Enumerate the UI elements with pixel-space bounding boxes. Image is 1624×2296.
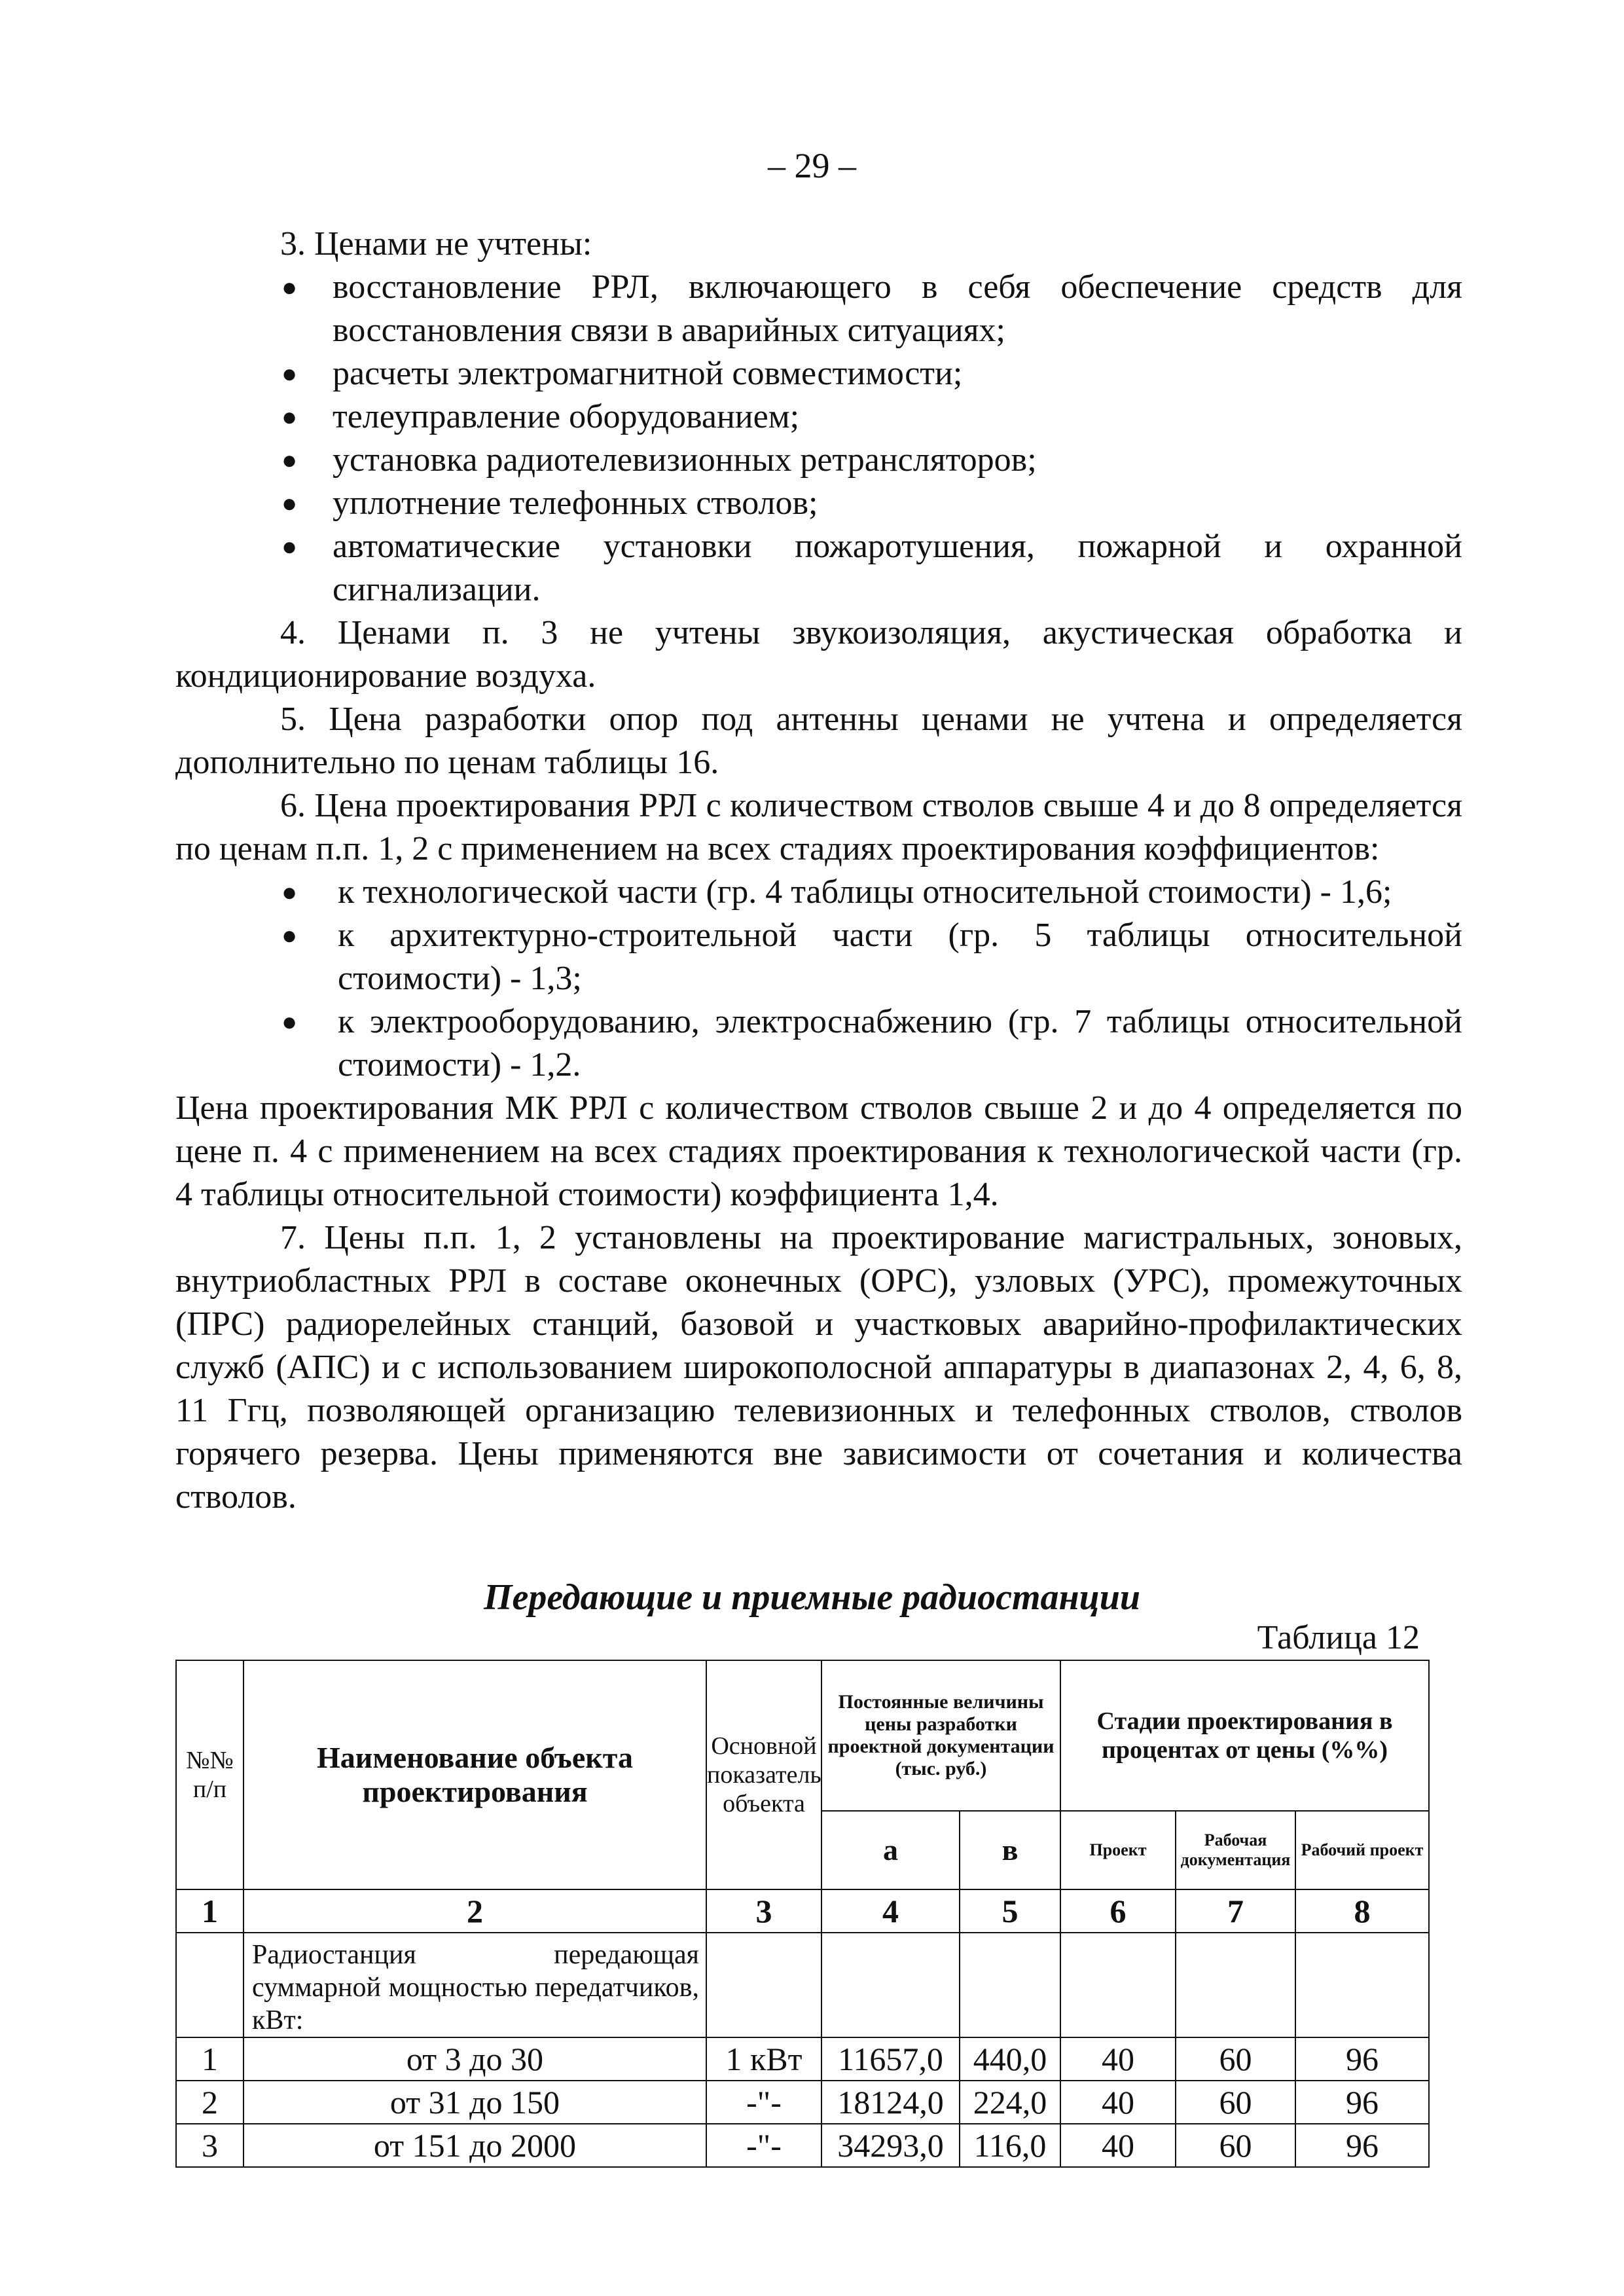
bullet-icon: ● <box>281 402 298 431</box>
value-working-docs: 60 <box>1176 2124 1295 2167</box>
row-number: 2 <box>176 2081 244 2124</box>
bullet-icon: ● <box>281 1007 298 1036</box>
group-description: Радиостанция передающая суммарной мощностью передатчиков, кВт: <box>244 1933 706 2037</box>
list-item: ● к архитектурно-строительной части (гр. 5 таблицы относительной стоимости) - 1,3; <box>175 914 1462 1000</box>
object-name: от 31 до 150 <box>244 2081 706 2124</box>
bullet-icon: ● <box>281 445 298 475</box>
item-3-title: 3. Ценами не учтены: <box>280 225 592 263</box>
list-item: ● уплотнение телефонных стволов; <box>175 482 1462 525</box>
header-main-indicator: Основной показатель объекта <box>706 1660 821 1889</box>
header-object-name: Наименование объекта проектирования <box>244 1660 706 1889</box>
column-number: 1 <box>176 1889 244 1933</box>
header-design-stages: Стадии проектирования в процентах от цены (%%) <box>1060 1660 1429 1811</box>
column-number: 3 <box>706 1889 821 1933</box>
value-a: 34293,0 <box>821 2124 960 2167</box>
header-working-project: Рабочий проект <box>1295 1811 1429 1889</box>
column-number: 2 <box>244 1889 706 1933</box>
table-label: Таблица 12 <box>1257 1619 1420 1656</box>
page-number: – 29 – <box>768 146 856 185</box>
item-3-bullet-list <box>175 266 1462 611</box>
list-item: ● установка радиотелевизионных ретрансляторов; <box>175 439 1462 482</box>
body-text <box>175 223 1462 1519</box>
item-5-paragraph: 5. Цена разработки опор под антенны ценами не учтена и определяется дополнительно по ценам таблицы 16. <box>175 701 1462 781</box>
value-b: 224,0 <box>960 2081 1060 2124</box>
group-description-row <box>176 1933 1429 2037</box>
item-6-paragraph: 6. Цена проектирования РРЛ с количеством стволов свыше 4 и до 8 определяется по ценам п.п. 1, 2 с применением на всех стадиях проектирования коэффициентов: <box>175 787 1462 867</box>
table-row <box>176 2037 1429 2081</box>
bullet-icon: ● <box>281 272 298 302</box>
unit: -"- <box>706 2124 821 2167</box>
price-table <box>175 1660 1430 2168</box>
value-working-project: 96 <box>1295 2081 1429 2124</box>
value-working-project: 96 <box>1295 2037 1429 2081</box>
unit: -"- <box>706 2081 821 2124</box>
value-project: 40 <box>1060 2124 1176 2167</box>
list-item: ● расчеты электромагнитной совместимости; <box>175 352 1462 395</box>
list-item: ● к технологической части (гр. 4 таблицы относительной стоимости) - 1,6; <box>175 871 1462 914</box>
column-number: 6 <box>1060 1889 1176 1933</box>
header-working-docs: Рабочая документация <box>1176 1811 1295 1889</box>
value-b: 440,0 <box>960 2037 1060 2081</box>
row-number: 3 <box>176 2124 244 2167</box>
header-constant-values: Постоянные величины цены разработки проектной документации (тыс. руб.) <box>821 1660 1060 1811</box>
column-number: 4 <box>821 1889 960 1933</box>
list-item: ● телеуправление оборудованием; <box>175 395 1462 439</box>
row-number: 1 <box>176 2037 244 2081</box>
value-working-docs: 60 <box>1176 2081 1295 2124</box>
list-item: ● к электрооборудованию, электроснабжению (гр. 7 таблицы относительной стоимости) - 1,2. <box>175 1000 1462 1087</box>
bullet-icon: ● <box>281 359 298 388</box>
column-number: 8 <box>1295 1889 1429 1933</box>
item-6-extra-paragraph: Цена проектирования МК РРЛ с количеством стволов свыше 2 и до 4 определяется по цене п. 4 с применением на всех стадиях проектирования к технологической части (гр. 4 таблицы относительной стоимости) коэффициента 1,4. <box>175 1089 1462 1213</box>
header-b: в <box>960 1811 1060 1889</box>
value-project: 40 <box>1060 2037 1176 2081</box>
value-a: 11657,0 <box>821 2037 960 2081</box>
value-project: 40 <box>1060 2081 1176 2124</box>
object-name: от 3 до 30 <box>244 2037 706 2081</box>
table-row <box>176 2124 1429 2167</box>
unit: 1 кВт <box>706 2037 821 2081</box>
value-b: 116,0 <box>960 2124 1060 2167</box>
header-number: №№ п/п <box>176 1660 244 1889</box>
value-a: 18124,0 <box>821 2081 960 2124</box>
section-title: Передающие и приемные радиостанции <box>483 1577 1141 1618</box>
item-4-paragraph: 4. Ценами п. 3 не учтены звукоизоляция, акустическая обработка и кондиционирование воздуха. <box>175 614 1462 695</box>
list-item: ● автоматические установки пожаротушения, пожарной и охранной сигнализации. <box>175 525 1462 611</box>
bullet-icon: ● <box>281 488 298 518</box>
object-name: от 151 до 2000 <box>244 2124 706 2167</box>
bullet-icon: ● <box>281 877 298 907</box>
value-working-docs: 60 <box>1176 2037 1295 2081</box>
list-item: ● восстановление РРЛ, включающего в себя обеспечение средств для восстановления связи в аварийных ситуациях; <box>175 266 1462 352</box>
item-7-paragraph: 7. Цены п.п. 1, 2 установлены на проектирование магистральных, зоновых, внутриобластных РРЛ в составе оконечных (ОРС), узловых (УРС), промежуточных (ПРС) радиорелейных станций, базовой и участковых аварийно-профилактических служб (АПС) и с использованием широкополосной аппаратуры в диапазонах 2, 4, 6, 8, 11 Ггц, позволяющей организацию телевизионных и телефонных стволов, стволов горячего резерва. Цены применяются вне зависимости от сочетания и количества стволов. <box>175 1219 1462 1516</box>
header-a: а <box>821 1811 960 1889</box>
table-row <box>176 2081 1429 2124</box>
column-number: 7 <box>1176 1889 1295 1933</box>
column-number: 5 <box>960 1889 1060 1933</box>
header-project: Проект <box>1060 1811 1176 1889</box>
bullet-icon: ● <box>281 532 298 561</box>
item-6-bullet-list <box>175 871 1462 1087</box>
value-working-project: 96 <box>1295 2124 1429 2167</box>
column-number-row <box>176 1889 1429 1933</box>
bullet-icon: ● <box>281 920 298 950</box>
